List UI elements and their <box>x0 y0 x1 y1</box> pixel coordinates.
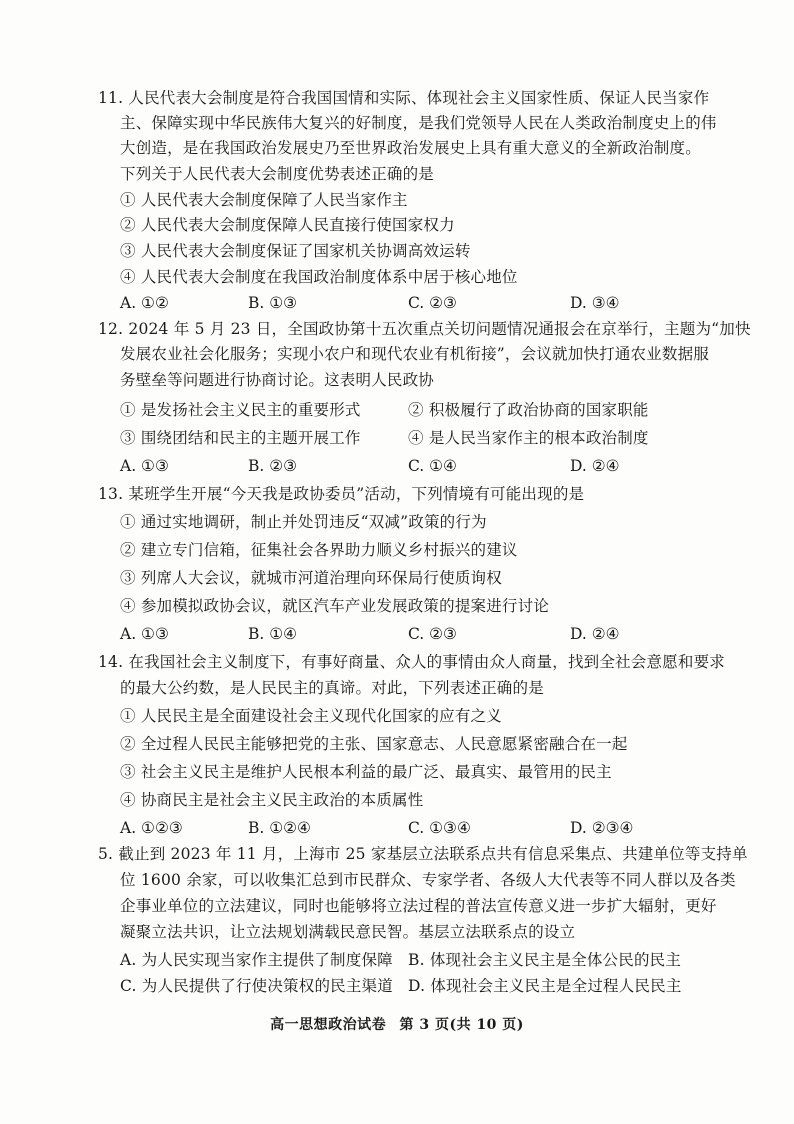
q11-choice-a: A. ①② <box>120 294 169 312</box>
q15-choice-c: C. 为人民提供了行使决策权的民主渠道 <box>120 977 393 995</box>
q14-choice-a: A. ①②③ <box>120 819 183 837</box>
q12-choice-b: B. ②③ <box>248 457 298 475</box>
q14-choice-b: B. ①②④ <box>248 819 311 837</box>
q12-item-2: ② 积极履行了政治协商的国家职能 <box>408 401 649 419</box>
q11-choice-c: C. ②③ <box>408 294 457 312</box>
page-footer <box>0 1014 794 1034</box>
q15-choice-d: D. 体现社会主义民主是全过程人民民主 <box>408 977 682 995</box>
q14-choice-c: C. ①③④ <box>408 819 471 837</box>
q15-stem-line-4: 凝聚立法共识，让立法规划满载民意民智。基层立法联系点的设立 <box>120 923 576 941</box>
q15-stem-line-3: 企事业单位的立法建议，同时也能够将立法过程的普法宣传意义进一步扩大辐射，更好 <box>120 897 717 915</box>
q13-item-3: ③ 列席人大会议，就城市河道治理向环保局行使质询权 <box>120 569 502 587</box>
q11-stem-line-2: 主、保障实现中华民族伟大复兴的好制度，是我们党领导人民在人类政治制度史上的伟 <box>120 114 717 132</box>
q11-item-3: ③ 人民代表大会制度保证了国家机关协调高效运转 <box>120 242 471 260</box>
q12-stem-line-1: 12. 2024 年 5 月 23 日，全国政协第十五次重点关切问题情况通报会在京举行，主题为“加快 <box>98 320 751 338</box>
q12-choice-a: A. ①③ <box>120 457 169 475</box>
q14-item-3: ③ 社会主义民主是维护人民根本利益的最广泛、最真实、最管用的民主 <box>120 763 612 781</box>
q11-choice-b: B. ①③ <box>248 294 298 312</box>
q13-choice-c: C. ②③ <box>408 625 457 643</box>
q14-stem-line-2: 的最大公约数，是人民民主的真谛。对此，下列表述正确的是 <box>120 679 544 697</box>
q13-item-1: ① 通过实地调研，制止并处罚违反“双减”政策的行为 <box>120 513 487 531</box>
q11-item-2: ② 人民代表大会制度保障人民直接行使国家权力 <box>120 216 455 234</box>
q12-stem-line-3: 务壁垒等问题进行协商讨论。这表明人民政协 <box>120 371 435 389</box>
q12-item-4: ④ 是人民当家作主的根本政治制度 <box>408 429 649 447</box>
q12-item-1: ① 是发扬社会主义民主的重要形式 <box>120 401 361 419</box>
q14-item-2: ② 全过程人民民主能够把党的主张、国家意志、人民意愿紧密融合在一起 <box>120 735 628 753</box>
footer-page-number: 第 3 页(共 10 页) <box>399 1017 524 1033</box>
q13-choice-b: B. ①④ <box>248 625 298 643</box>
q15-choice-a: A. 为人民实现当家作主提供了制度保障 <box>120 951 393 969</box>
footer-course: 高一思想政治试卷 <box>270 1017 387 1033</box>
q15-stem-line-1: 5. 截止到 2023 年 11 月，上海市 25 家基层立法联系点共有信息采集点、共建单位等支持单 <box>98 845 748 863</box>
q11-stem-line-4: 下列关于人民代表大会制度优势表述正确的是 <box>120 165 435 183</box>
q11-choice-d: D. ③④ <box>570 294 620 312</box>
q11-item-4: ④ 人民代表大会制度在我国政治制度体系中居于核心地位 <box>120 268 518 286</box>
q12-choice-d: D. ②④ <box>570 457 620 475</box>
q12-choice-c: C. ①④ <box>408 457 457 475</box>
q11-stem-line-1: 11. 人民代表大会制度是符合我国国情和实际、体现社会主义国家性质、保证人民当家作 <box>98 89 710 107</box>
q15-choice-b: B. 体现社会主义民主是全体公民的民主 <box>408 951 682 969</box>
q13-choice-d: D. ②④ <box>570 625 620 643</box>
q14-stem-line-1: 14. 在我国社会主义制度下，有事好商量、众人的事情由众人商量，找到全社会意愿和要求 <box>98 653 725 671</box>
q13-item-4: ④ 参加模拟政协会议，就区汽车产业发展政策的提案进行讨论 <box>120 597 550 615</box>
q14-item-4: ④ 协商民主是社会主义民主政治的本质属性 <box>120 791 424 809</box>
q11-stem-line-3: 大创造，是在我国政治发展史乃至世界政治发展史上具有重大意义的全新政治制度。 <box>120 139 701 157</box>
q11-item-1: ① 人民代表大会制度保障了人民当家作主 <box>120 191 408 209</box>
q13-item-2: ② 建立专门信箱，征集社会各界助力顺义乡村振兴的建议 <box>120 541 518 559</box>
q14-item-1: ① 人民民主是全面建设社会主义现代化国家的应有之义 <box>120 707 502 725</box>
q13-choice-a: A. ①③ <box>120 625 169 643</box>
q12-stem-line-2: 发展农业社会化服务；实现小农户和现代农业有机衔接”，会议就加快打通农业数据服 <box>120 345 710 363</box>
q15-stem-line-2: 位 1600 余家，可以收集汇总到市民群众、专家学者、各级人大代表等不同人群以及各类 <box>120 871 736 889</box>
q12-item-3: ③ 围绕团结和民主的主题开展工作 <box>120 429 361 447</box>
q14-choice-d: D. ②③④ <box>570 819 634 837</box>
q13-stem-line-1: 13. 某班学生开展“今天我是政协委员”活动，下列情境有可能出现的是 <box>98 485 585 503</box>
